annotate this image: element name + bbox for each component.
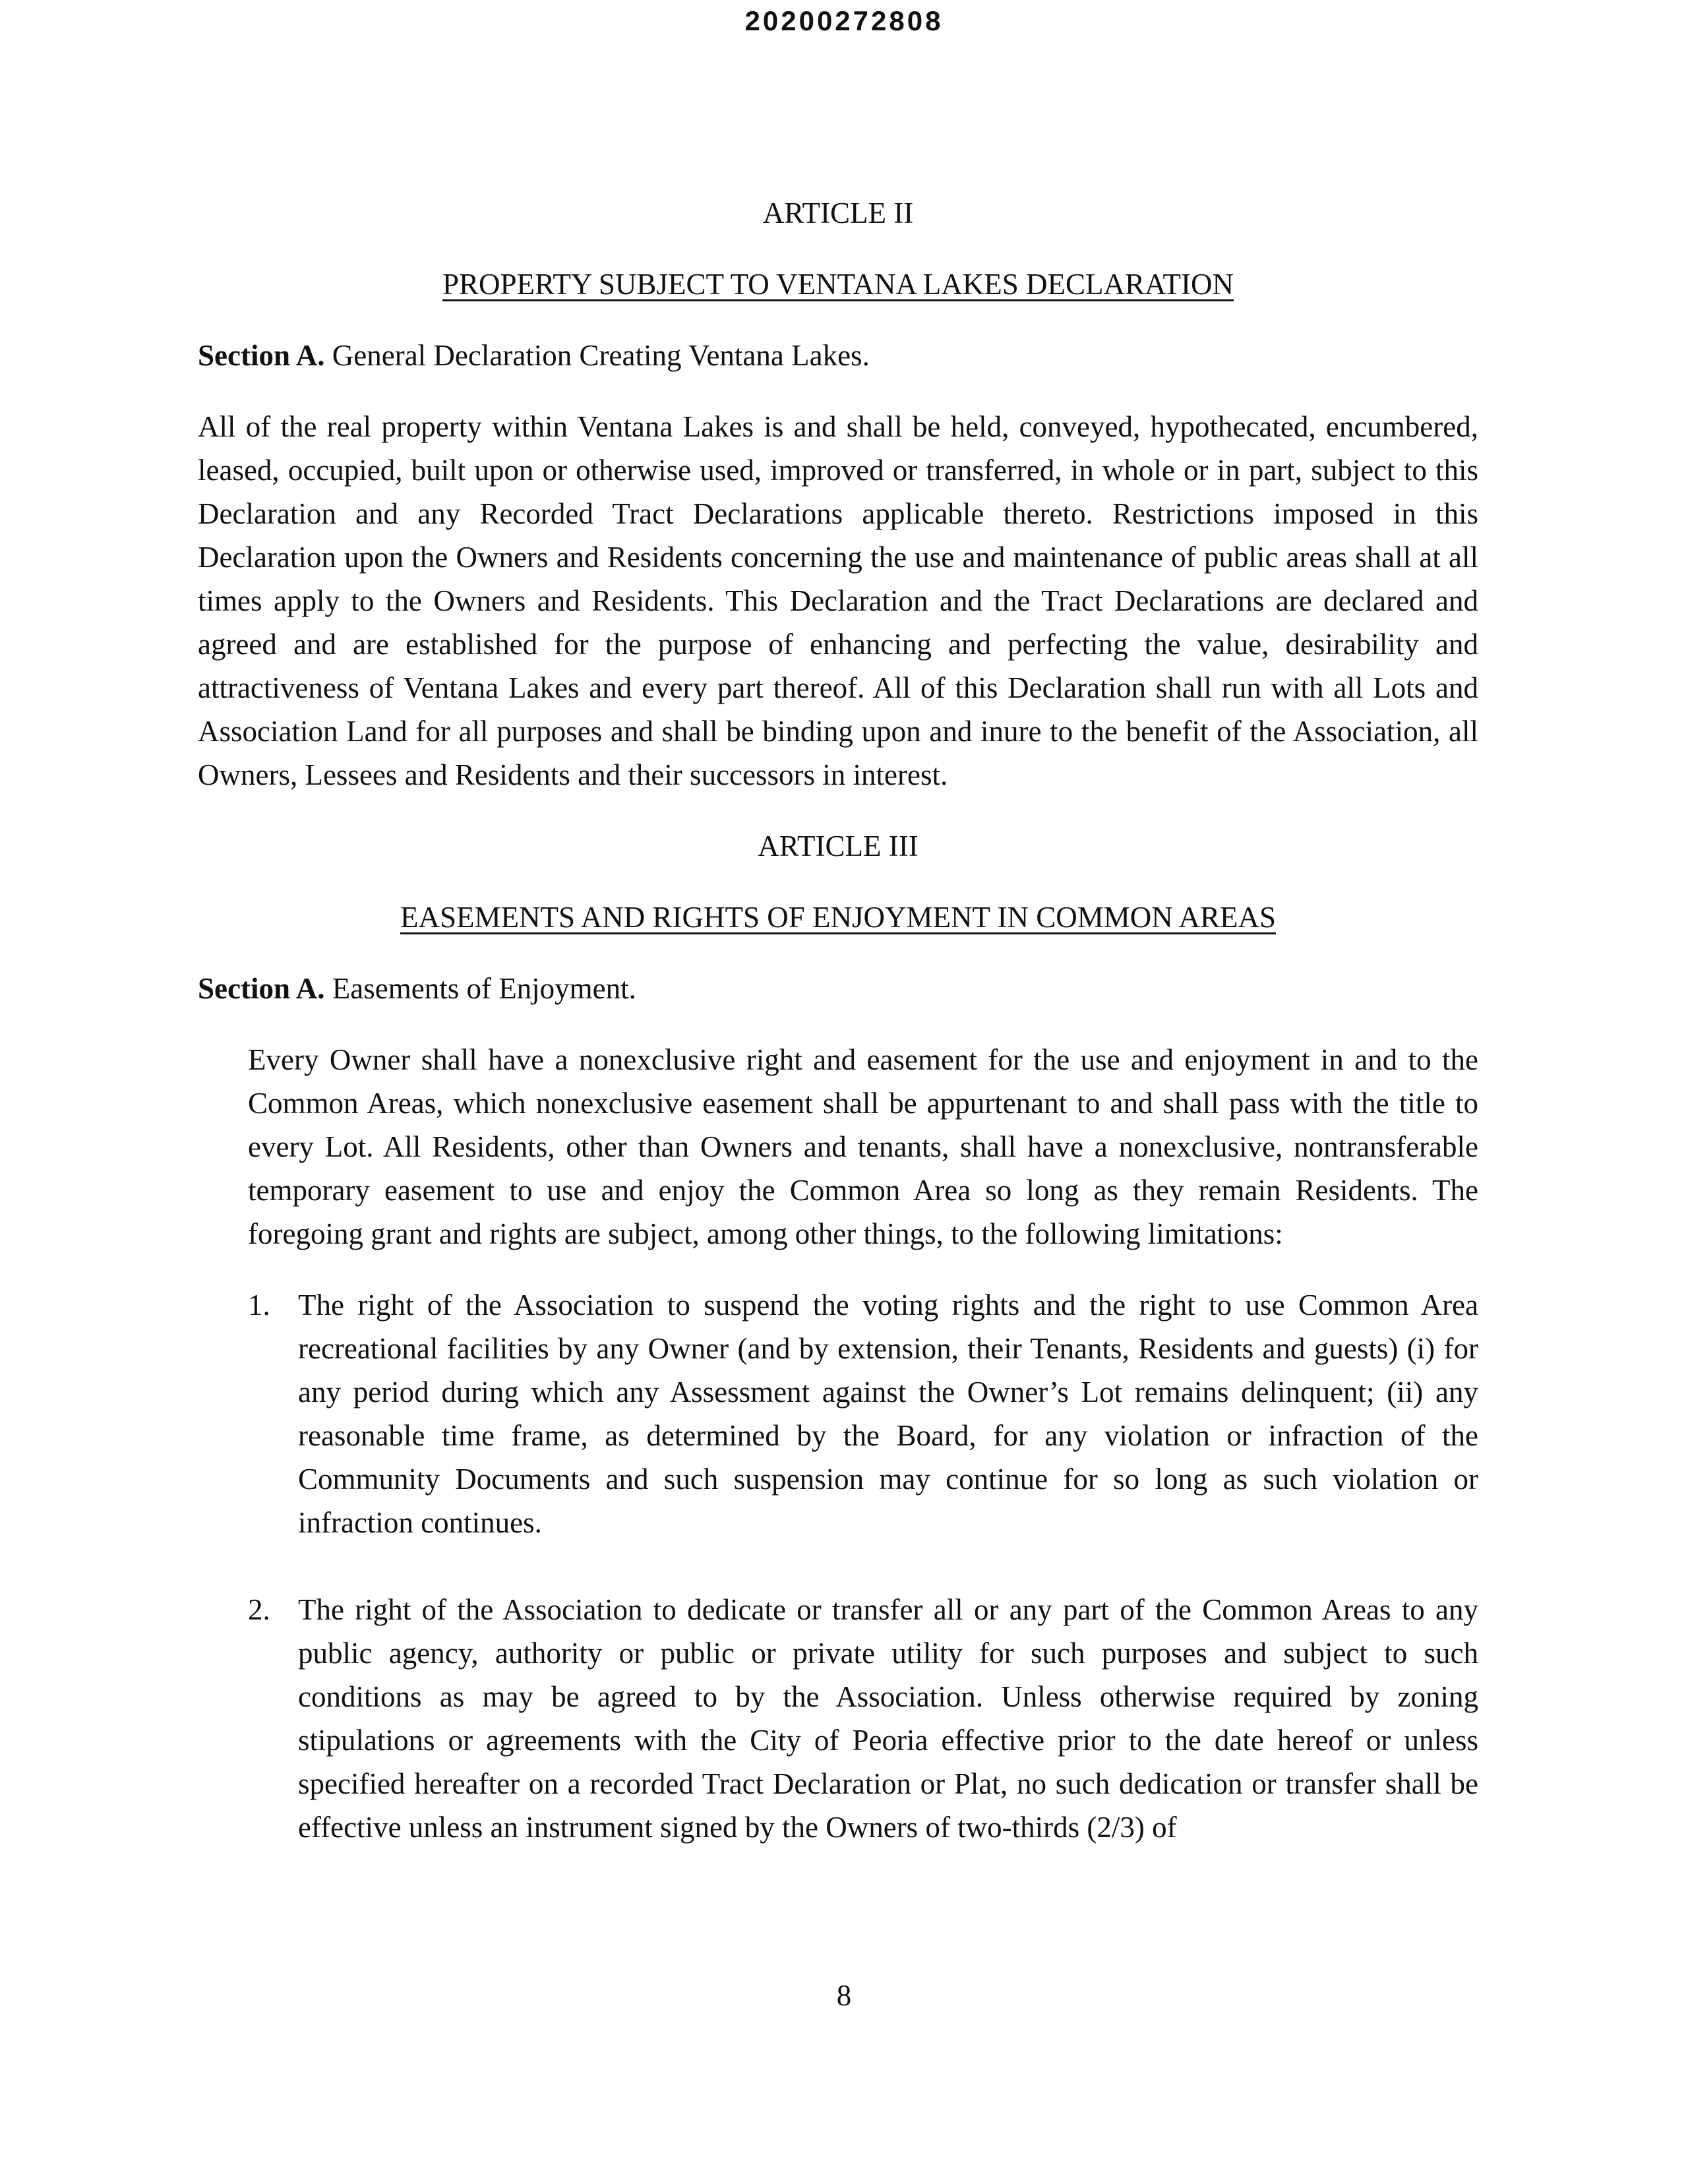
list-item-number: 1. <box>248 1289 270 1321</box>
list-item <box>248 1283 1478 1544</box>
article-ii-section-a-heading <box>198 334 1478 377</box>
list-item-text: The right of the Association to suspend the voting rights and the right to use Common Area recreational facilities by any Owner (and by extension, their Tenants, Residents and guests) (i) for any period during which any Assessment against the Owner’s Lot remains delinquent; (ii) any reasonable time frame, as determined by the Board, for any violation or infraction of the Community Documents and such suspension may continue for so long as such violation or infraction continues. <box>298 1289 1478 1539</box>
article-ii-section-a-body: All of the real property within Ventana Lakes is and shall be held, conveyed, hypothecated, encumbered, leased, occupied, built upon or otherwise used, improved or transferred, in whole or in part, subject to this Declaration and any Recorded Tract Declarations applicable thereto. Restrictions imposed in this Declaration upon the Owners and Residents concerning the use and maintenance of public areas shall at all times apply to the Owners and Residents. This Declaration and the Tract Declarations are declared and agreed and are established for the purpose of enhancing and perfecting the value, desirability and attractiveness of Ventana Lakes and every part thereof. All of this Declaration shall run with all Lots and Association Land for all purposes and shall be binding upon and inure to the benefit of the Association, all Owners, Lessees and Residents and their successors in interest. <box>198 410 1478 791</box>
section-title: General Declaration Creating Ventana Lakes. <box>332 339 870 372</box>
section-title: Easements of Enjoyment. <box>332 972 636 1005</box>
page-body <box>198 191 1478 1893</box>
article-ii-heading: ARTICLE II <box>762 197 914 229</box>
article-iii-section-a-heading <box>198 967 1478 1010</box>
section-label: Section A. <box>198 972 325 1005</box>
list-item-number: 2. <box>248 1593 270 1626</box>
article-iii-title: EASEMENTS AND RIGHTS OF ENJOYMENT IN COMMON AREAS <box>400 901 1277 934</box>
article-iii-section-a-body: Every Owner shall have a nonexclusive right and easement for the use and enjoyment in and to the Common Areas, which nonexclusive easement shall be appurtenant to and shall pass with the title to every Lot. All Residents, other than Owners and tenants, shall have a nonexclusive, nontransferable temporary easement to use and enjoy the Common Area so long as they remain Residents. The foregoing grant and rights are subject, among other things, to the following limitations: <box>248 1043 1478 1250</box>
page-number: 8 <box>836 1979 852 2012</box>
document-number: 20200272808 <box>744 5 944 36</box>
list-item-text: The right of the Association to dedicate or transfer all or any part of the Common Areas to any public agency, authority or public or private utility for such purposes and subject to such conditions as may be agreed to by the Association. Unless otherwise required by zoning stipulations or agreements with the City of Peoria effective prior to the date hereof or unless specified hereafter on a recorded Tract Declaration or Plat, no such dedication or transfer shall be effective unless an instrument signed by the Owners of two-thirds (2/3) of <box>298 1593 1478 1844</box>
section-label: Section A. <box>198 339 325 372</box>
article-ii-title: PROPERTY SUBJECT TO VENTANA LAKES DECLARATION <box>442 268 1234 301</box>
article-iii-heading: ARTICLE III <box>758 830 919 863</box>
list-item <box>248 1588 1478 1849</box>
